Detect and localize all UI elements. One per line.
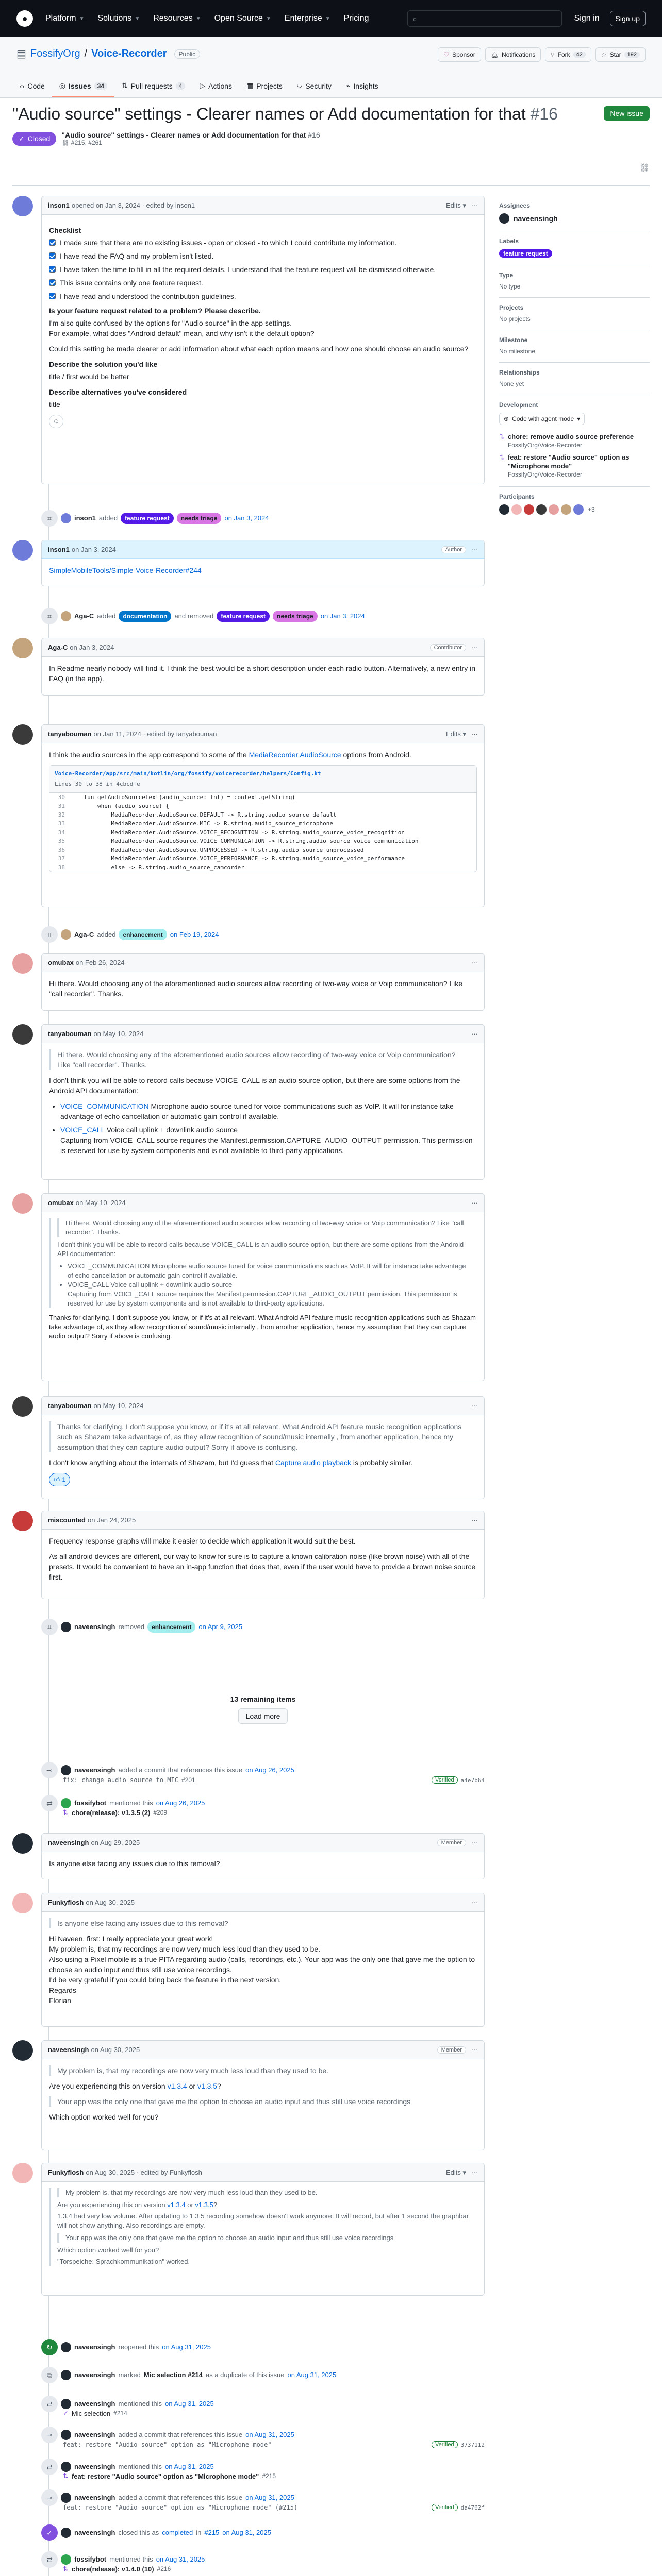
- code-icon: ‹›: [20, 81, 25, 90]
- kebab-menu-icon[interactable]: ···: [471, 2168, 478, 2176]
- label-needs-triage[interactable]: needs triage: [177, 513, 222, 524]
- comment-body: Checklist I made sure that there are no existing issues - open or closed - to which I could contribute my information. I have read the FAQ and my problem isn't listed. I have taken the time to fill in all the required details. I understand that the feature request will be dismissed otherwise. This issue contains only one feature request. I have read and understood the contribution guidelines. Is your feature request related to a problem? Please describe. I'm also quite confused by the options for "Audio source" in the app settings. For example, what does "Android default" mean, and why isn't it the default option? Could this setting be made clearer or add information about what each option means and how one should choose an audio source? Describe the solution you'd like title / first would be better Describe alternatives you've considered title ☺: [42, 215, 484, 434]
- reopen-event: ↻ naveensingh reopened this on Aug 31, 2025: [41, 2339, 485, 2355]
- labels-section: Labels feature request: [499, 231, 650, 265]
- kebab-menu-icon[interactable]: ···: [471, 643, 478, 651]
- cross-reference-icon: ⇄: [41, 1795, 58, 1811]
- checkbox: [49, 266, 56, 273]
- tab-insights[interactable]: ⌁ Insights: [345, 81, 378, 90]
- line-number[interactable]: 30: [58, 794, 65, 801]
- issue-title: "Audio source" settings - Clearer names or Add documentation for that #16: [12, 105, 558, 123]
- code-line: [49, 845, 476, 854]
- checklist-item: This issue contains only one feature request.: [49, 278, 477, 288]
- comment: tanyabouman on May 10, 2024 ··· Hi there. Would choosing any of the aforementioned audio sources allow recording of two-way voice or Voip communication? Like "call recorder". Thanks. I don't think you will be able to record calls because VOICE_CALL is an audio source option, but there are some options from the Android API documentation: • VOICE_COMMUNICATION Microphone audio source tuned for voice communications such as VoIP. It will for instance take advantage of echo cancellation or automatic gain control if available. • VOICE_CALL Voice call uplink + downlink audio source Capturing from VOICE_CALL source requires the Manifest.permission.CAPTURE_AUDIO_OUTPUT permission. This permission is reserved for use by system components and is not available to third-party applications.: [12, 1024, 485, 1180]
- avatar[interactable]: [61, 2554, 71, 2565]
- tab-pull-requests[interactable]: ⇅ Pull requests 4: [114, 81, 192, 97]
- bell-icon: 🔔︎: [490, 51, 499, 58]
- add-reaction-icon[interactable]: ☺: [49, 415, 63, 428]
- star-icon: ☆: [601, 51, 607, 58]
- fork-button[interactable]: ⑂ Fork 42: [545, 47, 591, 62]
- line-number[interactable]: 38: [58, 864, 65, 871]
- repo-actions: [438, 47, 646, 62]
- visibility-badge: Public: [174, 49, 201, 59]
- check-circle-icon: ✓: [41, 2524, 58, 2541]
- sign-in-link[interactable]: Sign in: [574, 14, 600, 23]
- tag-icon: ⌗: [41, 926, 58, 943]
- repo-tabs: [12, 81, 386, 97]
- avatar: [499, 213, 509, 224]
- nav-solutions[interactable]: Solutions ▼: [97, 14, 140, 23]
- load-more-button[interactable]: Load more: [238, 1708, 288, 1724]
- shield-icon: ⛉: [296, 81, 303, 90]
- avatar[interactable]: [61, 1798, 71, 1808]
- label-event: ⌗ naveensingh removed enhancement on Apr 9, 2025: [41, 1619, 485, 1635]
- kebab-menu-icon[interactable]: ···: [471, 1516, 478, 1524]
- avatar[interactable]: [61, 1622, 71, 1632]
- checklist-item: I have taken the time to fill in all the required details. I understand that the feature request will be dismissed otherwise.: [49, 264, 477, 275]
- tag-icon: ⌗: [41, 608, 58, 624]
- avatar[interactable]: [12, 953, 33, 974]
- avatar[interactable]: [549, 504, 559, 515]
- assignees-section: Assignees naveensingh: [499, 196, 650, 231]
- avatar[interactable]: [12, 196, 33, 216]
- star-button[interactable]: ☆ Star 192: [595, 47, 646, 62]
- code-text: MediaRecorder.AudioSource.DEFAULT -> R.string.audio_source_default: [70, 811, 337, 818]
- label-event: ⌗ Aga-C added enhancement on Feb 19, 2024: [41, 926, 485, 943]
- milestone-section: Milestone No milestone: [499, 330, 650, 363]
- avatar[interactable]: [499, 504, 509, 515]
- checklist-item: I made sure that there are no existing issues - open or closed - to which I could contribute my information.: [49, 238, 477, 248]
- issue-sidebar: [499, 196, 650, 522]
- avatar[interactable]: [511, 504, 522, 515]
- tag-icon: ⌗: [41, 1619, 58, 1635]
- chevron-down-icon: ▼: [266, 15, 271, 22]
- chevron-down-icon: ▼: [195, 15, 201, 22]
- reaction-thumbs-up[interactable]: 👍︎ 1: [49, 1473, 70, 1486]
- comment: tanyabouman on May 10, 2024 ··· Thanks for clarifying. I don't suppose you know, or if it's at all relevant. What Android API feature music recognition applications such as Shazam take advantage of, as they allow recognition of sound/music internally , from another application, hence my assumption that they can capture audio output? Sorry if above is confusing. I don't know anything about the internals of Shazam, but I'd guess that Capture audio playback is probably similar. 👍︎ 1: [12, 1396, 485, 1499]
- label-enhancement[interactable]: enhancement: [119, 929, 167, 940]
- code-line: [49, 819, 476, 828]
- comment-header: inson1 opened on Jan 3, 2024 · edited by inson1 Edits ▾ ···: [42, 196, 484, 215]
- comment-opening: [12, 196, 485, 484]
- tab-issues[interactable]: ◎ Issues 34: [52, 81, 114, 97]
- comment: omubax on May 10, 2024 ··· Hi there. Would choosing any of the aforementioned audio sources allow recording of two-way voice or Voip communication? Like "call recorder". Thanks. I don't think you will be able to record calls because VOICE_CALL is an audio source option, but there are some options from the Android API documentation: • VOICE_COMMUNICATION Microphone audio source tuned for voice communications such as VoIP. It will for instance take advantage of echo cancellation or automatic gain control if available. • VOICE_CALL Voice call uplink + downlink audio source Capturing from VOICE_CALL source requires the Manifest.permission.CAPTURE_AUDIO_OUTPUT permission. This permission is reserved for use by system components and is not available to third-party applications. Thanks for clarifying. I don't suppose you know, or if it's at all relevant. What Android API feature music recognition applications such as Shazam take advantage of, as they allow recognition of sound/music internally , from another application, hence my assumption that they can capture audio output? Sorry if above is confusing.: [12, 1193, 485, 1381]
- repo-header: [0, 37, 662, 98]
- chevron-down-icon: ▼: [135, 15, 140, 22]
- code-text: MediaRecorder.AudioSource.VOICE_RECOGNITION -> R.string.audio_source_voice_recognition: [70, 829, 405, 836]
- search-icon: ⌕: [412, 14, 417, 23]
- comment: Aga-C on Jan 3, 2024 Contributor ··· In Readme nearly nobody will find it. I think the best would be a short description under each radio button. Alternatively, a new entry in FAQ (in the app).: [12, 638, 485, 696]
- tab-actions[interactable]: ▷ Actions: [200, 81, 233, 90]
- agent-icon: ⊕: [504, 415, 509, 422]
- relationships-section: Relationships None yet: [499, 363, 650, 395]
- sticky-title: "Audio source" settings - Clearer names or Add documentation for that #16: [61, 131, 320, 139]
- avatar[interactable]: [61, 611, 71, 621]
- new-issue-button[interactable]: New issue: [604, 106, 650, 121]
- avatar[interactable]: [61, 2493, 71, 2503]
- mention-event: ⇄ naveensingh mentioned this on Aug 31, 2025: [41, 2459, 485, 2475]
- duplicate-event: ⧉ naveensingh marked Mic selection #214 as a duplicate of this issue on Aug 31, 2025: [41, 2367, 485, 2383]
- development-section: Development ⊕ Code with agent mode ▾ ⇅ chore: remove audio source preference FossifyOrg/Voice-Recorder ⇅ feat: restore "Audio source" option as "Microphone mode" FossifyOrg/Voice-Recorder: [499, 395, 650, 487]
- avatar[interactable]: [12, 1024, 33, 1045]
- kebab-menu-icon[interactable]: ···: [471, 1899, 478, 1906]
- pr-ref: ⇅ chore(release): v1.4.0 (10) #216: [63, 2565, 171, 2573]
- label-feature-request[interactable]: feature request: [121, 513, 174, 524]
- pr-ref: ⇅ feat: restore "Audio source" option as "Microphone mode" #215: [63, 2472, 276, 2480]
- code-line: [49, 828, 476, 837]
- cross-reference-icon: ⇄: [41, 2396, 58, 2412]
- label-feature-request[interactable]: feature request: [217, 611, 270, 622]
- linked-pr[interactable]: ⇅ chore: remove audio source preference FossifyOrg/Voice-Recorder: [499, 433, 634, 449]
- code-text: MediaRecorder.AudioSource.UNPROCESSED -> R.string.audio_source_unprocessed: [70, 846, 364, 853]
- table-icon: ▦: [246, 81, 254, 90]
- avatar[interactable]: [61, 2462, 71, 2472]
- label-needs-triage[interactable]: needs triage: [273, 611, 318, 622]
- kebab-menu-icon[interactable]: ···: [471, 2046, 478, 2054]
- verified-badge[interactable]: Verified: [432, 1776, 458, 1784]
- nav-platform[interactable]: Platform ▼: [45, 14, 85, 23]
- merged-pr-icon: ⇅: [499, 453, 505, 461]
- graph-icon: ⌁: [345, 81, 351, 90]
- avatar[interactable]: [12, 540, 33, 561]
- author-badge: Author: [441, 546, 466, 553]
- checkbox: [49, 279, 56, 286]
- line-number[interactable]: 36: [58, 846, 65, 853]
- commit-icon: ⊸: [41, 1762, 58, 1778]
- comment-header: inson1 on Jan 3, 2024 Author ···: [42, 540, 484, 559]
- hidden-items: 13 remaining items Load more: [41, 1695, 485, 1724]
- label-enhancement[interactable]: enhancement: [147, 1621, 195, 1633]
- kebab-menu-icon[interactable]: ···: [471, 959, 478, 967]
- issue-reopened-icon: ↻: [41, 2339, 58, 2355]
- avatar[interactable]: [61, 1765, 71, 1775]
- chevron-down-icon: ▼: [79, 15, 85, 22]
- avatar[interactable]: [561, 504, 571, 515]
- checkbox: [49, 239, 56, 246]
- label-feature-request[interactable]: feature request: [499, 249, 552, 258]
- closed-issue-icon: ✓: [63, 2409, 69, 2417]
- projects-section: Projects No projects: [499, 298, 650, 330]
- merged-pr-icon: ⇅: [63, 2565, 69, 2572]
- tab-code[interactable]: ‹› Code: [20, 81, 45, 90]
- line-number[interactable]: 35: [58, 838, 65, 844]
- comment: Funkyflosh on Aug 30, 2025 · edited by Funkyflosh Edits ▾ ··· My problem is, that my recordings are now very much less loud than they used to be. Are you experiencing this on version v1.3.4 or v1.3.5? 1.3.4 had very low volume. After updating to 1.3.5 recording somehow doesn't work anymore. It will record, but after 1 second the graphbar will not show anything. Also recordings are empty. Your app was the only one that gave me the option to choose an audio input and thus still use voice recordings Which option worked well for you? "Torspeiche: Sprachkommunikation" worked.: [12, 2163, 485, 2296]
- avatar[interactable]: [12, 1396, 33, 1417]
- issue-meta: [12, 131, 650, 146]
- play-icon: ▷: [200, 81, 206, 90]
- code-line: [49, 863, 476, 872]
- line-number[interactable]: 32: [58, 811, 65, 818]
- code-with-agent-button[interactable]: ⊕ Code with agent mode ▾: [499, 413, 585, 425]
- code-text: when (audio_source) {: [70, 803, 170, 809]
- quote: My problem is, that my recordings are now very much less loud than they used to be. Are you experiencing this on version v1.3.4 or v1.3.5? 1.3.4 had very low volume. After updating to 1.3.5 recording somehow doesn't work anymore. It will record, but after 1 second the graphbar will not show anything. Also recordings are empty. Your app was the only one that gave me the option to choose an audio input and thus still use voice recordings Which option worked well for you? "Torspeiche: Sprachkommunikation" worked.: [49, 2188, 477, 2266]
- avatar[interactable]: [61, 513, 71, 523]
- copy-link-icon[interactable]: ⛓: [639, 164, 650, 173]
- merged-pr-icon: ⇅: [63, 2472, 69, 2480]
- edits-dropdown[interactable]: Edits ▾: [445, 730, 466, 738]
- label-documentation[interactable]: documentation: [119, 611, 171, 622]
- line-number[interactable]: 33: [58, 820, 65, 827]
- author-link[interactable]: inson1: [48, 201, 70, 209]
- nav-resources[interactable]: Resources ▼: [153, 14, 201, 23]
- repo-owner-link[interactable]: FossifyOrg: [30, 48, 80, 59]
- commit-icon: ⊸: [41, 2427, 58, 2443]
- divider: [12, 185, 650, 186]
- code-text: fun getAudioSourceText(audio_source: Int) = context.getString(: [70, 794, 296, 801]
- nav-enterprise[interactable]: Enterprise ▼: [284, 14, 330, 23]
- avatar[interactable]: [524, 504, 534, 515]
- commit-event: ⊸ naveensingh added a commit that references this issue on Aug 26, 2025: [41, 1762, 485, 1778]
- type-section: Type No type: [499, 265, 650, 298]
- kebab-menu-icon[interactable]: ···: [471, 1839, 478, 1846]
- sign-up-button[interactable]: Sign up: [610, 11, 646, 26]
- avatar[interactable]: [61, 2370, 71, 2380]
- kebab-menu-icon[interactable]: ···: [471, 546, 478, 553]
- checklist-item: I have read the FAQ and my problem isn't listed.: [49, 251, 477, 261]
- quote: Is anyone else facing any issues due to this removal?: [49, 1918, 477, 1928]
- cross-reference-icon: ⇄: [41, 2551, 58, 2568]
- avatar[interactable]: [12, 724, 33, 745]
- quote: Thanks for clarifying. I don't suppose you know, or if it's at all relevant. What Android API feature music recognition applications such as Shazam take advantage of, as they allow recognition of sound/music internally , from another application, hence my assumption that they can capture audio output? Sorry if above is confusing.: [49, 1421, 477, 1452]
- kebab-menu-icon[interactable]: ···: [471, 201, 478, 209]
- code-line: [49, 810, 476, 819]
- avatar[interactable]: [536, 504, 547, 515]
- mention-event: ⇄ fossifybot mentioned this on Aug 31, 2025: [41, 2551, 485, 2568]
- comment: Funkyflosh on Aug 30, 2025 ··· Is anyone else facing any issues due to this removal? Hi Naveen, first: I really appreciate your great work! My problem is, that my recordings are now very much less loud than they used to be. Also using a Pixel mobile is a true PITA regarding audio (calls, recordings, etc.). Your app was the only one that gave me the option to choose an audio input and thus still use voice recordings. I'd be very grateful if you could bring back the feature in the next version. Regards Florian: [12, 1893, 485, 2027]
- commit-ref: fix: change audio source to MIC #201 Verified a4e7b64: [63, 1776, 485, 1784]
- code-line: [49, 802, 476, 810]
- duplicate-icon: ⧉: [41, 2367, 58, 2383]
- avatar[interactable]: [61, 2528, 71, 2538]
- merged-pr-icon: ⇅: [499, 433, 505, 440]
- edits-dropdown[interactable]: Edits ▾: [445, 2168, 466, 2176]
- commit-ref: feat: restore "Audio source" option as "Microphone mode" (#215) Verified da4762f: [63, 2504, 485, 2511]
- merged-pr-icon: ⇅: [63, 1808, 69, 1816]
- avatar[interactable]: [61, 929, 71, 940]
- comment: miscounted on Jan 24, 2025 ··· Frequency response graphs will make it easier to decide which application it would suit the best. As all android devices are different, our way to know for sure is to capture a known calibration noise (like brown noise) with all of the presets. It would be convenient to have an in-app function that does that, even if the user would have to provide a brown noise source first.: [12, 1511, 485, 1599]
- code-line: [49, 854, 476, 863]
- label-event: ⌗ inson1 added feature request needs triage on Jan 3, 2024: [41, 510, 485, 527]
- checkbox: [49, 252, 56, 259]
- avatar[interactable]: [12, 1833, 33, 1854]
- tag-icon: ⌗: [41, 510, 58, 527]
- search-input[interactable]: [407, 10, 562, 27]
- kebab-menu-icon[interactable]: ···: [471, 730, 478, 738]
- code-line: [49, 793, 476, 802]
- commit-event: ⊸ naveensingh added a commit that references this issue on Aug 31, 2025: [41, 2427, 485, 2443]
- nav-pricing[interactable]: Pricing: [343, 14, 369, 23]
- line-number[interactable]: 34: [58, 829, 65, 836]
- comment: naveensingh on Aug 30, 2025 Member ··· My problem is, that my recordings are now very much less loud than they used to be. Are you experiencing this on version v1.3.4 or v1.3.5? Your app was the only one that gave me the option to choose an audio input and thus still use voice recordings Which option worked well for you?: [12, 2040, 485, 2150]
- avatar[interactable]: [12, 2040, 33, 2061]
- avatar[interactable]: [12, 1511, 33, 1531]
- issue-header: [12, 103, 650, 173]
- quote: Hi there. Would choosing any of the aforementioned audio sources allow recording of two-way voice or Voip communication? Like "call recorder". Thanks.: [49, 1049, 477, 1070]
- avatar[interactable]: [12, 1893, 33, 1913]
- pull-request-icon: ⇅: [121, 81, 128, 90]
- chevron-down-icon: ▼: [325, 15, 330, 22]
- avatar[interactable]: [12, 1193, 33, 1214]
- fork-icon: ⑂: [551, 51, 555, 58]
- sponsor-button[interactable]: ♡ Sponsor: [438, 47, 481, 62]
- avatar[interactable]: [61, 2430, 71, 2440]
- comment: tanyabouman on Jan 11, 2024 · edited by tanyabouman Edits ▾ ··· I think the audio sources in the app correspond to some of the MediaRecorder.AudioSource options from Android. Voice-Recorder/app/src/main/kotlin/org/fossify/voicerecorder/helpers/Config.kt Lines 30 to 38 in 4cbcdfe 30 fun getAudioSourceText(audio_source: Int) = context.getString( 31 when (audio_source) { 32 MediaRecorder.AudioSource.DEFAULT -> R.string.audio_source_default 33 MediaRecorder.AudioSource.MIC -> R.string.audio_source_microphone 34 MediaRecorder.AudioSource.VOICE_RECOGNITION -> R.string.audio_source_voice_recognition 35 MediaRecorder.AudioSource.VOICE_COMMUNICATION -> R.string.audio_source_voice_communication 36 MediaRecorder.AudioSource.UNPROCESSED -> R.string.audio_source_unprocessed 37 MediaRecorder.AudioSource.VOICE_PERFORMANCE -> R.string.audio_source_voice_performance 38 else -> R.string.audio_source_camcorder: [12, 724, 485, 907]
- quote: Hi there. Would choosing any of the aforementioned audio sources allow recording of two-way voice or Voip communication? Like "call recorder". Thanks. I don't think you will be able to record calls because VOICE_CALL is an audio source option, but there are some options from the Android API documentation: • VOICE_COMMUNICATION Microphone audio source tuned for voice communications such as VoIP. It will for instance take advantage of echo cancellation or automatic gain control if available. • VOICE_CALL Voice call uplink + downlink audio source Capturing from VOICE_CALL source requires the Manifest.permission.CAPTURE_AUDIO_OUTPUT permission. This permission is reserved for use by system components and is not available to third-party applications.: [49, 1218, 477, 1308]
- line-number[interactable]: 37: [58, 855, 65, 862]
- linked-pr[interactable]: ⇅ feat: restore "Audio source" option as "Microphone mode" FossifyOrg/Voice-Recorder: [499, 453, 630, 478]
- kebab-menu-icon[interactable]: ···: [471, 1199, 478, 1207]
- global-header: [0, 0, 662, 37]
- pr-ref: ⇅ chore(release): v1.3.5 (2) #209: [63, 1808, 168, 1817]
- cross-reference-icon: ⇄: [41, 2459, 58, 2475]
- commit-ref: feat: restore "Audio source" option as "Microphone mode" Verified 3737112: [63, 2441, 485, 2448]
- issue-ref: ✓ Mic selection #214: [63, 2409, 127, 2417]
- tab-security[interactable]: ⛉ Security: [296, 81, 332, 90]
- github-logo-icon[interactable]: ●: [16, 10, 33, 27]
- label-event: ⌗ Aga-C added documentation and removed feature request needs triage on Jan 3, 2024: [41, 608, 485, 624]
- edits-dropdown[interactable]: Edits ▾: [445, 201, 466, 209]
- related-refs[interactable]: ⛓ #215, #261: [61, 139, 102, 146]
- avatar[interactable]: [61, 2342, 71, 2352]
- comment: naveensingh on Aug 29, 2025 Member ··· Is anyone else facing any issues due to this removal?: [12, 1833, 485, 1879]
- participants-section: Participants +3: [499, 487, 650, 522]
- line-number[interactable]: 31: [58, 803, 65, 809]
- avatar[interactable]: [12, 638, 33, 658]
- reference-link[interactable]: SimpleMobileTools/Simple-Voice-Recorder#244: [49, 566, 202, 574]
- avatar[interactable]: [61, 2399, 71, 2409]
- code-line: [49, 837, 476, 845]
- check-circle-icon: ✓: [19, 134, 25, 143]
- comment: omubax on Feb 26, 2024 ··· Hi there. Would choosing any of the aforementioned audio sources allow recording of two-way voice or Voip communication? Like "call recorder". Thanks.: [12, 953, 485, 1011]
- checkbox: [49, 293, 56, 299]
- avatar[interactable]: [573, 504, 584, 515]
- comment: [12, 540, 485, 586]
- notifications-button[interactable]: 🔔︎ Notifications: [485, 47, 541, 62]
- kebab-menu-icon[interactable]: ···: [471, 1402, 478, 1410]
- chevron-down-icon: ▾: [577, 415, 581, 422]
- commit-icon: ⊸: [41, 2489, 58, 2506]
- kebab-menu-icon[interactable]: ···: [471, 1030, 478, 1038]
- checklist-item: I have read and understood the contribution guidelines.: [49, 291, 477, 301]
- close-event: ✓ naveensingh closed this as completed in #215 on Aug 31, 2025: [41, 2524, 485, 2541]
- code-text: else -> R.string.audio_source_camcorder: [70, 864, 244, 871]
- heart-icon: ♡: [443, 51, 450, 58]
- repo-icon: ▤: [16, 48, 26, 60]
- issue-icon: ◎: [59, 81, 66, 90]
- thumbs-up-icon: 👍︎: [54, 1476, 60, 1483]
- nav-open-source[interactable]: Open Source ▼: [214, 14, 271, 23]
- repo-name-link[interactable]: Voice-Recorder: [91, 48, 167, 59]
- avatar[interactable]: [12, 2163, 33, 2183]
- repo-title: ▤ FossifyOrg / Voice-Recorder Public: [16, 47, 200, 60]
- code-text: MediaRecorder.AudioSource.MIC -> R.string.audio_source_microphone: [70, 820, 333, 827]
- link-icon: ⛓: [61, 139, 70, 146]
- status-badge: ✓ Closed: [12, 132, 56, 146]
- code-text: MediaRecorder.AudioSource.VOICE_PERFORMANCE -> R.string.audio_source_voice_performance: [70, 855, 405, 862]
- code-snippet: Voice-Recorder/app/src/main/kotlin/org/fossify/voicerecorder/helpers/Config.kt Lines 30 to 38 in 4cbcdfe 30 fun getAudioSourceText(audio_source: Int) = context.getString( 31 when (audio_source) { 32 MediaRecorder.AudioSource.DEFAULT -> R.string.audio_source_default 33 MediaRecorder.AudioSource.MIC -> R.string.audio_source_microphone 34 MediaRecorder.AudioSource.VOICE_RECOGNITION -> R.string.audio_source_voice_recognition 35 MediaRecorder.AudioSource.VOICE_COMMUNICATION -> R.string.audio_source_voice_communication 36 MediaRecorder.AudioSource.UNPROCESSED -> R.string.audio_source_unprocessed 37 MediaRecorder.AudioSource.VOICE_PERFORMANCE -> R.string.audio_source_voice_performance 38 else -> R.string.audio_source_camcorder: [49, 765, 477, 872]
- mention-event: ⇄ fossifybot mentioned this on Aug 26, 2025: [41, 1795, 485, 1811]
- commit-event: ⊸ naveensingh added a commit that references this issue on Aug 31, 2025: [41, 2489, 485, 2506]
- mention-event: ⇄ naveensingh mentioned this on Aug 31, 2025: [41, 2396, 485, 2412]
- tab-projects[interactable]: ▦ Projects: [246, 81, 283, 90]
- code-text: MediaRecorder.AudioSource.VOICE_COMMUNICATION -> R.string.audio_source_voice_communication: [70, 838, 419, 844]
